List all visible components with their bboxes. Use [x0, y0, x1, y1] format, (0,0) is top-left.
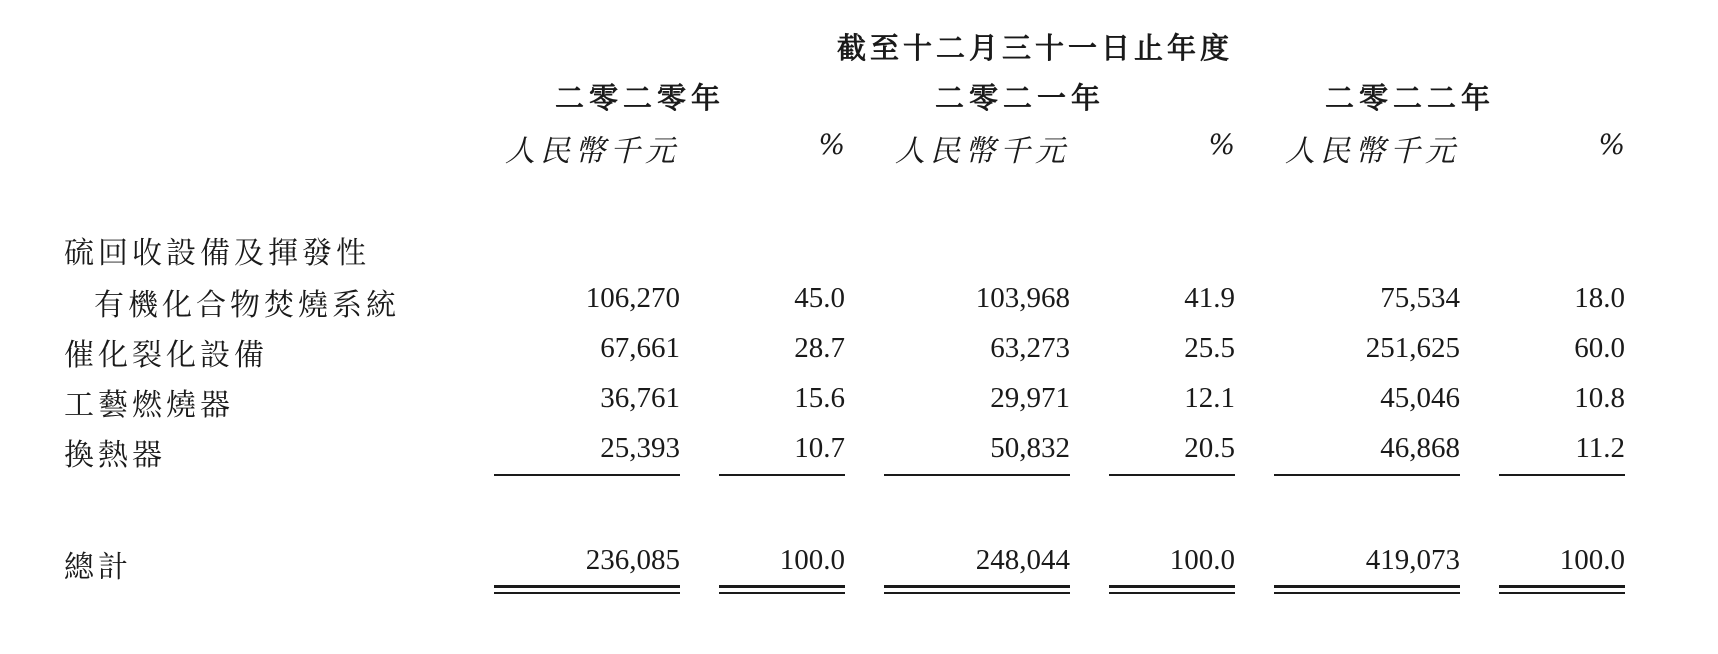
cell-amount-2021: 63,273 [990, 332, 1070, 364]
total-double-rule-pct-2021 [1109, 585, 1235, 594]
subtotal-rule-amount-2020 [494, 474, 680, 476]
year-header-2021: 二零二一年 [934, 81, 1105, 115]
cell-amount-2020: 36,761 [600, 382, 680, 414]
row-label-process-burner: 工藝燃燒器 [64, 388, 234, 423]
cell-amount-2022: 45,046 [1380, 382, 1460, 414]
cell-pct-2021: 12.1 [1184, 382, 1235, 414]
total-double-rule-pct-2020 [719, 585, 845, 594]
total-pct-2022: 100.0 [1559, 544, 1625, 576]
cell-amount-2020: 67,661 [600, 332, 680, 364]
cell-pct-2021: 25.5 [1184, 332, 1235, 364]
total-amount-2021: 248,044 [975, 544, 1070, 576]
cell-pct-2020: 10.7 [794, 432, 845, 464]
pct-header-2020: % [818, 128, 845, 161]
cell-pct-2020: 45.0 [794, 282, 845, 314]
cell-amount-2022: 46,868 [1380, 432, 1460, 464]
total-double-rule-amount-2020 [494, 585, 680, 594]
subtotal-rule-pct-2021 [1109, 474, 1235, 476]
unit-header-2021: 人民幣千元 [895, 134, 1070, 169]
total-double-rule-amount-2021 [884, 585, 1070, 594]
cell-pct-2022: 60.0 [1574, 332, 1625, 364]
year-header-2020: 二零二零年 [554, 81, 725, 115]
cell-pct-2020: 28.7 [794, 332, 845, 364]
cell-pct-2022: 10.8 [1574, 382, 1625, 414]
cell-amount-2021: 50,832 [990, 432, 1070, 464]
row-label-sulfur-recovery-line1: 硫回收設備及揮發性 [64, 236, 370, 271]
subtotal-rule-pct-2020 [719, 474, 845, 476]
total-double-rule-pct-2022 [1499, 585, 1625, 594]
row-label-total: 總計 [64, 550, 132, 585]
pct-header-2021: % [1208, 128, 1235, 161]
cell-pct-2021: 20.5 [1184, 432, 1235, 464]
subtotal-rule-amount-2021 [884, 474, 1070, 476]
cell-amount-2022: 251,625 [1365, 332, 1460, 364]
period-header: 截至十二月三十一日止年度 [836, 31, 1233, 65]
total-pct-2021: 100.0 [1169, 544, 1235, 576]
cell-amount-2020: 106,270 [585, 282, 680, 314]
total-amount-2020: 236,085 [585, 544, 680, 576]
unit-header-2020: 人民幣千元 [505, 134, 680, 169]
total-double-rule-amount-2022 [1274, 585, 1460, 594]
row-label-heat-exchanger: 換熱器 [64, 438, 166, 473]
cell-amount-2020: 25,393 [600, 432, 680, 464]
subtotal-rule-pct-2022 [1499, 474, 1625, 476]
cell-amount-2022: 75,534 [1380, 282, 1460, 314]
cell-amount-2021: 29,971 [990, 382, 1070, 414]
cell-pct-2022: 11.2 [1575, 432, 1625, 464]
row-label-catalytic-cracking: 催化裂化設備 [64, 338, 268, 373]
unit-header-2022: 人民幣千元 [1285, 134, 1460, 169]
total-amount-2022: 419,073 [1365, 544, 1460, 576]
total-pct-2020: 100.0 [779, 544, 845, 576]
pct-header-2022: % [1598, 128, 1625, 161]
cell-amount-2021: 103,968 [975, 282, 1070, 314]
year-header-2022: 二零二二年 [1324, 81, 1495, 115]
cell-pct-2020: 15.6 [794, 382, 845, 414]
row-label-sulfur-recovery-line2: 有機化合物焚燒系統 [94, 288, 400, 323]
subtotal-rule-amount-2022 [1274, 474, 1460, 476]
cell-pct-2021: 41.9 [1184, 282, 1235, 314]
cell-pct-2022: 18.0 [1574, 282, 1625, 314]
